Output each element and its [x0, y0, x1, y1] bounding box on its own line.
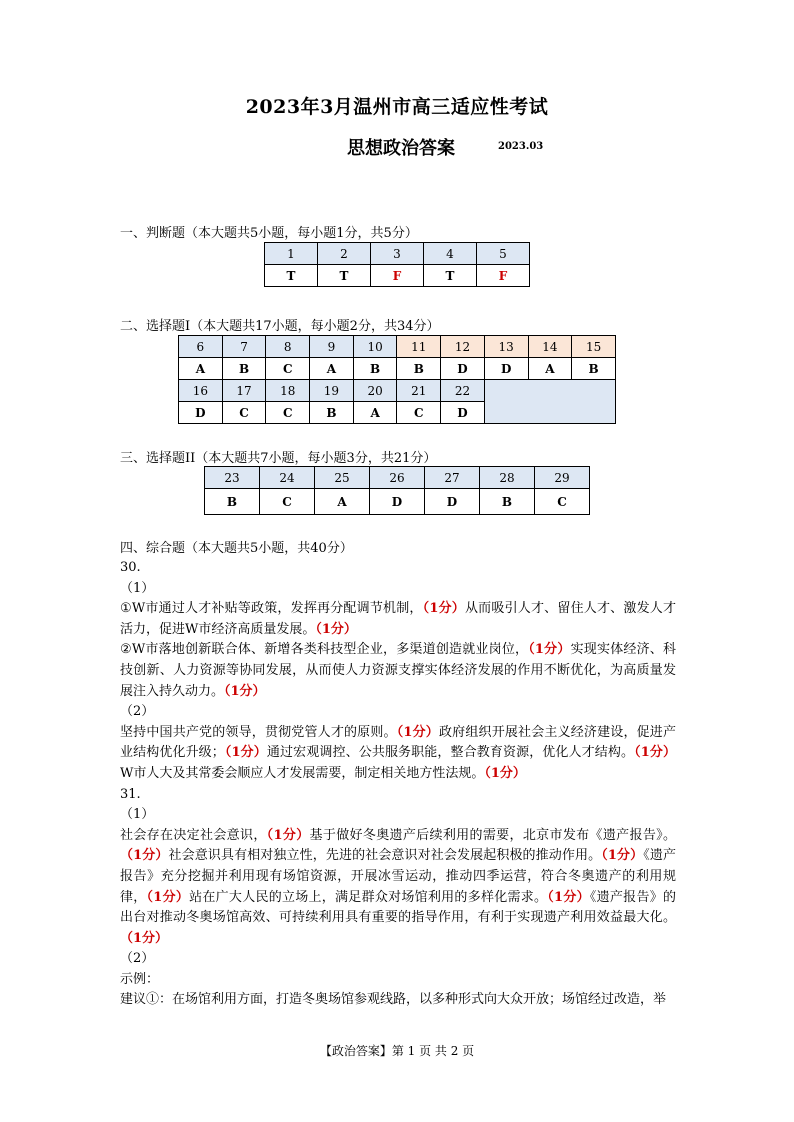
section1-heading: 一、判断题（本大题共5小题，每小题1分，共5分）	[120, 226, 418, 241]
question-number: 25	[315, 467, 370, 489]
answer-cell: C	[266, 402, 310, 424]
page-title: 2023年3月温州市高三适应性考试	[245, 96, 549, 118]
answer-cell: D	[484, 358, 528, 380]
essay-answers	[120, 558, 676, 1011]
page-date: 2023.03	[498, 141, 544, 152]
answer-paragraph: 30.	[120, 560, 141, 575]
score-mark: （1分）	[422, 601, 465, 617]
answer-cell: B	[353, 358, 397, 380]
answer-text: 《遗产报告》充分挖掘并利用现有场馆资源，开展冰雪运动，推动四季运营，符合冬奥遗产的利用规律，	[120, 848, 676, 905]
answer-cell: C	[397, 402, 441, 424]
answer-text: ②W市落地创新联合体、新增各类科技型企业，多渠道创造就业岗位，	[120, 642, 529, 658]
score-mark: （1分）	[601, 848, 644, 864]
score-mark: （1分）	[224, 683, 266, 699]
answer-cell: F	[371, 265, 424, 287]
section3-table	[204, 466, 590, 515]
answer-paragraph: （1）	[120, 580, 155, 596]
question-number: 21	[397, 380, 441, 402]
answer-text: 站在广大人民的立场上，满足群众对场馆利用的多样化需求。	[189, 889, 548, 905]
score-mark: （1分）	[484, 765, 526, 781]
answer-paragraph	[120, 640, 676, 702]
answer-cell: D	[425, 489, 480, 515]
answer-cell: A	[179, 358, 223, 380]
question-number: 1	[265, 243, 318, 265]
answer-paragraph: （2）	[120, 704, 155, 720]
answer-paragraph	[120, 723, 676, 785]
score-mark: （1分）	[528, 642, 571, 658]
answer-cell: A	[315, 489, 370, 515]
answer-text: 社会意识具有相对独立性，先进的社会意识对社会发展起积极的推动作用。	[168, 848, 602, 864]
score-mark: （1分）	[146, 889, 190, 905]
question-number: 18	[266, 380, 310, 402]
answer-cell: T	[265, 265, 318, 287]
question-number: 11	[397, 336, 441, 358]
empty-cell	[484, 380, 615, 424]
answer-cell: B	[397, 358, 441, 380]
answer-cell: B	[205, 489, 260, 515]
answer-cell: C	[535, 489, 590, 515]
answer-cell: A	[528, 358, 572, 380]
question-number: 19	[310, 380, 354, 402]
answer-text: 《遗产报告》的出台对推动冬奥场馆高效、可持续利用具有重要的指导作用，有利于实现遗产利用效益最大化。	[120, 889, 676, 926]
score-mark: （1分）	[266, 827, 310, 843]
question-number: 15	[572, 336, 616, 358]
score-mark: （1分）	[315, 621, 357, 637]
answer-paragraph: （1）	[120, 807, 155, 823]
question-number: 8	[266, 336, 310, 358]
score-mark: （1分）	[396, 724, 439, 740]
answer-text: 实现实体经济、科技创新、人力资源等协同发展，从而使人力资源支撑实体经济发展的作用不断优化，为高质量发展注入持久动力。	[120, 642, 676, 699]
answer-cell: T	[318, 265, 371, 287]
question-number: 5	[477, 243, 530, 265]
question-number: 10	[353, 336, 397, 358]
answer-paragraph: 示例：	[120, 971, 160, 987]
answer-cell: C	[222, 402, 266, 424]
question-number: 3	[371, 243, 424, 265]
question-number: 23	[205, 467, 260, 489]
question-number: 27	[425, 467, 480, 489]
section1-table	[264, 242, 530, 287]
question-number: 4	[424, 243, 477, 265]
answer-cell: A	[353, 402, 397, 424]
section3-heading: 三、选择题II（本大题共7小题，每小题3分，共21分）	[120, 451, 437, 466]
question-number: 12	[441, 336, 485, 358]
answer-cell: D	[179, 402, 223, 424]
answer-cell: B	[572, 358, 616, 380]
answer-cell: C	[266, 358, 310, 380]
answer-text: 政府组织开展社会主义经济建设，促进产业结构优化升级；	[120, 724, 676, 761]
score-mark: （1分）	[120, 930, 169, 946]
answer-paragraph: 31.	[120, 786, 141, 802]
question-number: 16	[179, 380, 223, 402]
answer-cell: C	[260, 489, 315, 515]
question-number: 14	[528, 336, 572, 358]
answer-cell: T	[424, 265, 477, 287]
answer-paragraph	[120, 826, 676, 950]
question-number: 13	[484, 336, 528, 358]
answer-cell: B	[480, 489, 535, 515]
page-subtitle: 思想政治答案	[347, 138, 455, 159]
score-mark: （1分）	[634, 745, 676, 761]
score-mark: （1分）	[224, 745, 267, 761]
question-number: 24	[260, 467, 315, 489]
answer-text: ①W市通过人才补贴等政策，发挥再分配调节机制，	[120, 601, 423, 617]
section2-heading: 二、选择题I（本大题共17小题，每小题2分，共34分）	[120, 319, 440, 334]
score-mark: （1分）	[120, 848, 169, 864]
answer-cell: D	[441, 358, 485, 380]
question-number: 7	[222, 336, 266, 358]
answer-text: 坚持中国共产党的领导，贯彻党管人才的原则。	[120, 724, 397, 740]
answer-cell: B	[310, 402, 354, 424]
question-number: 9	[310, 336, 354, 358]
answer-paragraph: 建议①：在场馆利用方面，打造冬奥场馆参观线路，以多种形式向大众开放；场馆经过改造，举	[120, 992, 667, 1008]
question-number: 29	[535, 467, 590, 489]
question-number: 17	[222, 380, 266, 402]
answer-cell: A	[310, 358, 354, 380]
answer-paragraph	[120, 599, 676, 640]
question-number: 20	[353, 380, 397, 402]
section2-table	[178, 335, 616, 424]
page-footer: 【政治答案】第 1 页 共 2 页	[319, 1044, 475, 1058]
question-number: 28	[480, 467, 535, 489]
question-number: 22	[441, 380, 485, 402]
answer-text: 通过宏观调控、公共服务职能，整合教育资源，优化人才结构。	[266, 745, 635, 761]
question-number: 2	[318, 243, 371, 265]
answer-text: 社会存在决定社会意识，	[120, 827, 267, 843]
answer-cell: F	[477, 265, 530, 287]
question-number: 26	[370, 467, 425, 489]
section4-heading: 四、综合题（本大题共5小题，共40分）	[120, 541, 353, 556]
answer-cell: D	[441, 402, 485, 424]
answer-cell: B	[222, 358, 266, 380]
question-number: 6	[179, 336, 223, 358]
answer-text: W市人大及其常委会顺应人才发展需要，制定相关地方性法规。	[120, 765, 485, 781]
answer-text: 基于做好冬奥遗产后续利用的需要，北京市发布《遗产报告》。	[309, 827, 676, 843]
score-mark: （1分）	[547, 889, 590, 905]
answer-text: 从而吸引人才、留住人才、激发人才活力，促进W市经济高质量发展。	[120, 601, 676, 637]
answer-paragraph: （2）	[120, 951, 155, 967]
answer-cell: D	[370, 489, 425, 515]
